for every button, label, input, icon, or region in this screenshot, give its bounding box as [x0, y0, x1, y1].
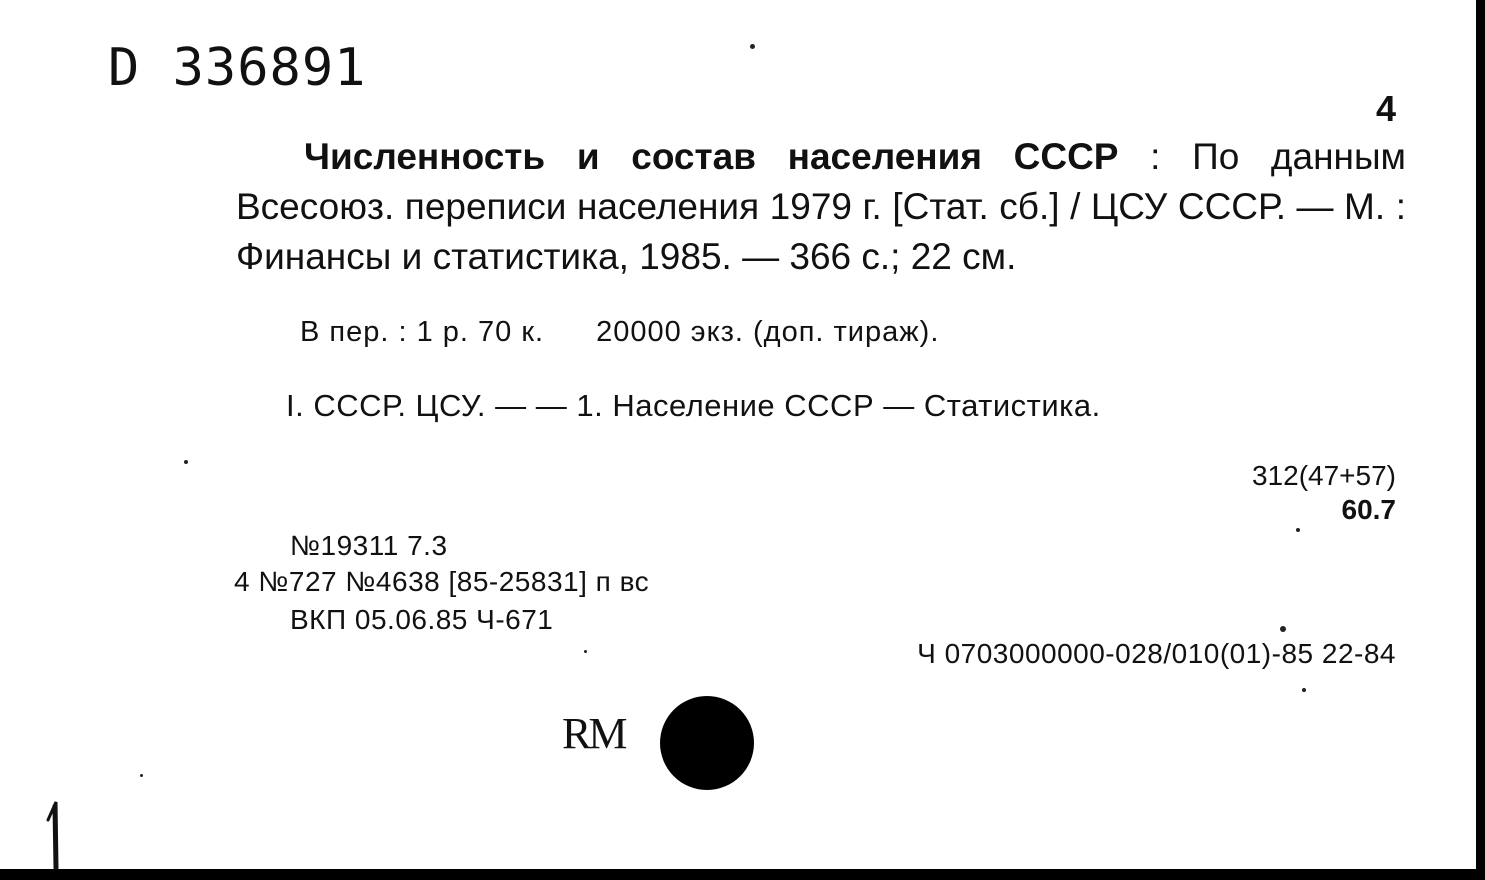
ink-speck — [584, 650, 587, 653]
handwritten-mark-icon — [40, 798, 70, 872]
price: В пер. : 1 р. 70 к. — [300, 316, 545, 348]
subject-tracing: I. СССР. ЦСУ. — — 1. Население СССР — Статистика. — [286, 388, 1101, 423]
book-description: : По данным Всесоюз. переписи населения 1979 г. [Стат. сб.] / ЦСУ СССР. — М. : Финансы и статистика, 1985. — 366 с.; 22 см. — [236, 136, 1406, 277]
bbk-code: 60.7 — [1341, 494, 1396, 525]
book-title: Численность и состав населения СССР — [304, 136, 1119, 177]
punch-hole-icon — [660, 696, 754, 790]
ink-speck — [1280, 626, 1286, 632]
ink-speck — [750, 44, 755, 49]
ink-speck — [1296, 528, 1300, 532]
registry-line-2: 4 №727 №4638 [85-25831] п вс — [234, 566, 650, 597]
bibliographic-entry — [236, 132, 1406, 282]
registry-line-3: ВКП 05.06.85 Ч-671 — [290, 604, 554, 635]
card-number: 4 — [1375, 88, 1396, 129]
library-stamp: RM — [562, 709, 625, 758]
ink-speck — [1302, 688, 1306, 692]
udc-code: 312(47+57) — [1251, 460, 1396, 491]
isbn-line: Ч 0703000000-028/010(01)-85 22-84 — [917, 638, 1396, 669]
accession-number: D 336891 — [108, 38, 367, 98]
print-run: 20000 экз. (доп. тираж). — [596, 316, 940, 348]
registry-line-1: №19311 7.3 — [290, 530, 448, 561]
ink-speck — [184, 460, 188, 464]
price-line — [300, 316, 939, 349]
ink-speck — [140, 774, 143, 777]
